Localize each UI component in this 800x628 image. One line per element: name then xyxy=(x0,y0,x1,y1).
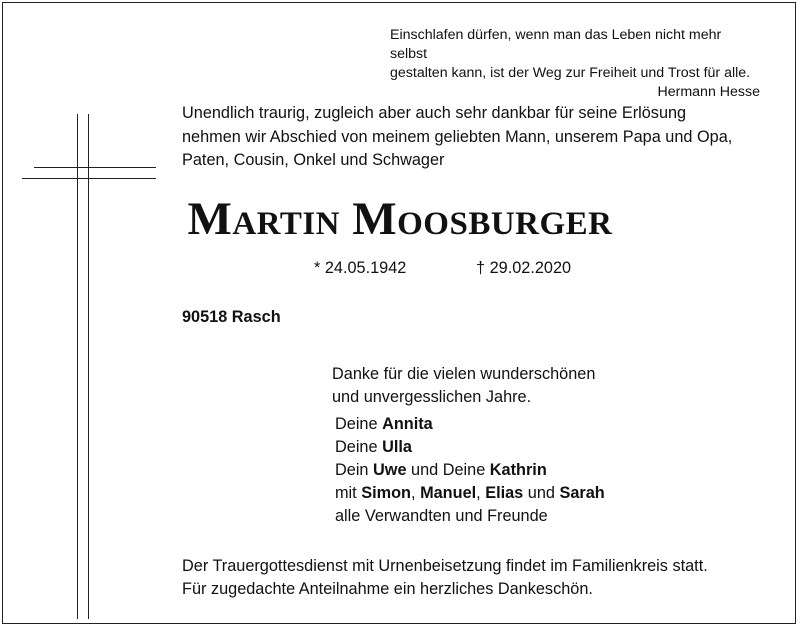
cross-vertical-line-left xyxy=(77,114,78,619)
signature-prefix: Deine xyxy=(335,415,383,433)
signature-row: alle Verwandten und Freunde xyxy=(335,507,548,525)
signature-name: Sarah xyxy=(559,484,605,502)
signature-row xyxy=(335,413,605,436)
signature-prefix: Dein xyxy=(335,461,374,479)
signature-name: Elias xyxy=(485,484,524,502)
signature-name: Ulla xyxy=(382,438,412,456)
signature-name: Kathrin xyxy=(489,461,547,479)
signature-row xyxy=(335,459,605,482)
signature-row xyxy=(335,436,605,459)
intro-line-1: Unendlich traurig, zugleich aber auch sehr dankbar für seine Erlösung xyxy=(182,104,687,122)
signature-prefix: Deine xyxy=(335,438,383,456)
thanks-text xyxy=(332,363,595,409)
cross-vertical-line-right xyxy=(88,114,89,619)
signatures xyxy=(335,413,605,528)
signature-separator: , xyxy=(411,484,421,502)
deceased-name: Martin Moosburger xyxy=(187,193,613,245)
signature-name: Manuel xyxy=(420,484,477,502)
signature-name: Simon xyxy=(361,484,411,502)
signature-row xyxy=(335,482,605,505)
signature-separator: und xyxy=(523,484,560,502)
cross-horizontal-line-bottom xyxy=(22,178,156,179)
signature-name: Uwe xyxy=(373,461,407,479)
signature-prefix: mit xyxy=(335,484,362,502)
signature-name: Annita xyxy=(382,415,433,433)
intro-line-2: nehmen wir Abschied von meinem geliebten Mann, unserem Papa und Opa, xyxy=(182,127,733,146)
signature-separator: , xyxy=(476,484,486,502)
quote-line-2: gestalten kann, ist der Weg zur Freiheit und Trost für alle. xyxy=(390,65,751,81)
footer-text xyxy=(182,555,708,600)
signature-connector: und Deine xyxy=(406,461,490,479)
cross-horizontal-line-top xyxy=(34,167,156,168)
footer-line-1: Der Trauergottesdienst mit Urnenbeisetzung findet im Familienkreis statt. xyxy=(182,557,708,575)
intro-line-3: Paten, Cousin, Onkel und Schwager xyxy=(182,151,445,169)
intro-text xyxy=(182,102,782,173)
death-date: † 29.02.2020 xyxy=(476,259,572,277)
footer-line-2: Für zugedachte Anteilnahme ein herzliches Dankeschön. xyxy=(182,579,593,598)
thanks-line-1: Danke für die vielen wunderschönen xyxy=(332,365,596,383)
thanks-line-2: und unvergesslichen Jahre. xyxy=(332,388,532,406)
quote-block xyxy=(390,26,760,102)
residence: 90518 Rasch xyxy=(182,308,281,326)
quote-line-1: Einschlafen dürfen, wenn man das Leben nicht mehr selbst xyxy=(390,27,722,62)
quote-author: Hermann Hesse xyxy=(657,84,760,100)
birth-date: * 24.05.1942 xyxy=(314,259,407,277)
